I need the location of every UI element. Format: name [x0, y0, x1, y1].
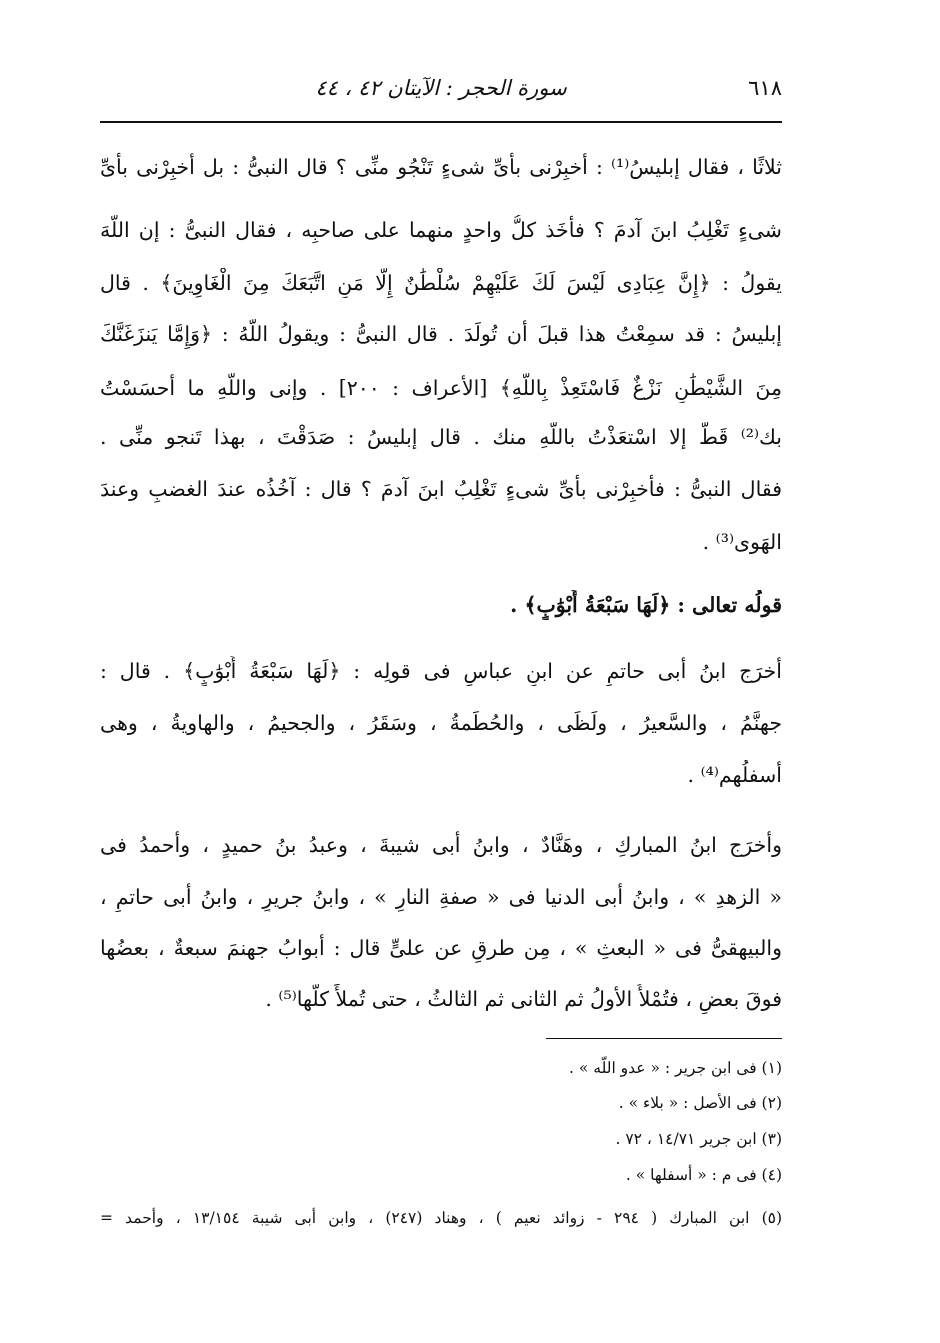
text-line: شىءٍ تَغْلِبُ ابنَ آدمَ ؟ فأخَذ كلُّ واحدٍ منهما على صاحبِه ، فقال النبىُّ : إن اللَّهَ: [100, 218, 782, 242]
footnote: (٢) فى الأصل : « بلاء » .: [618, 1094, 782, 1112]
text-line: إبليسُ : قد سمِعْتُ هذا قبلَ أن تُولَدَ . قال النبىُّ : ويقولُ اللَّهُ : ﴿وَإِمَّا يَنزَغَنَّكَ: [100, 322, 782, 346]
text-line: أخرَج ابنُ أبى حاتمٍ عن ابنِ عباسٍ فى قولِه : ﴿لَهَا سَبْعَةُ أَبْوَٰبٍ﴾ . قال :: [100, 659, 782, 683]
running-title: سورة الحجر : الآيتان ٤٢ ، ٤٤: [315, 76, 567, 100]
footnote: (٣) ابن جرير ١٤/٧١ ، ٧٢ .: [615, 1130, 782, 1148]
text-line: مِنَ الشَّيْطَٰنِ نَزْغٌ فَاسْتَعِذْ بِاللَّهِ﴾ [الأعراف : ٢٠٠] . وإنى واللَّهِ ما أحسَسْتُ: [100, 376, 782, 400]
text-line: الهَوى⁽³⁾ .: [702, 530, 782, 554]
page-number: ٦١٨: [748, 76, 782, 100]
running-header: [100, 72, 782, 112]
text-line: فوقَ بعضٍ ، فتُمْلأُ الأولُ ثم الثانى ثم الثالثُ ، حتى تُملأَ كلُّها⁽⁵⁾ .: [265, 987, 782, 1011]
header-rule: [100, 121, 782, 123]
footnote: (٤) فى م : « أسفلها » .: [625, 1166, 782, 1184]
text-line: ثلاثًا ، فقال إبليسُ⁽¹⁾ : أخبِرْنى بأىِّ شىءٍ تَنْجُو منِّى ؟ قال النبىُّ : بل أخبِرْنى بأىِّ: [100, 155, 782, 179]
footnote: (١) فى ابن جرير : « عدو اللَّه » .: [569, 1059, 782, 1077]
text-line: فقال النبىُّ : فأخبِرْنى بأىِّ شىءٍ تَغْلِبُ ابنَ آدمَ ؟ قال : آخُذُه عندَ الغضبِ وعندَ: [100, 477, 782, 501]
footnote-separator: [546, 1038, 782, 1039]
text-line: أسفلُهم⁽⁴⁾ .: [687, 763, 782, 787]
text-line: « الزهدِ » ، وابنُ أبى الدنيا فى « صفةِ النارِ » ، وابنُ جريرٍ ، وابنُ أبى حاتمٍ ،: [100, 885, 782, 909]
footnote: (٥) ابن المبارك ( ٢٩٤ - زوائد نعيم ) ، وهناد (٢٤٧) ، وابن أبى شيبة ١٣/١٥٤ ، وأحمد =: [100, 1209, 782, 1227]
text-line: والبيهقىُّ فى « البعثِ » ، مِن طرقٍ عن علىٍّ قال : أبوابُ جهنمَ سبعةٌ ، بعضُها: [100, 936, 782, 960]
text-line: جهنَّمُ ، والسَّعيرُ ، ولَظَى ، والحُطَمةُ ، وسَقَرُ ، والجحيمُ ، والهاويةُ ، وهى: [100, 711, 782, 735]
section-heading: قولُه تعالى : ﴿لَهَا سَبْعَةُ أَبْوَٰبٍ﴾ .: [510, 593, 782, 617]
text-line: وأخرَج ابنُ المباركِ ، وهَنَّادٌ ، وابنُ أبى شيبةَ ، وعبدُ بنُ حميدٍ ، وأحمدُ فى: [100, 833, 782, 857]
text-line: بك⁽²⁾ قَطُّ إلا اسْتعَذْتُ باللَّهِ منك . قال إبليسُ : صَدَقْتَ ، بهذا تَنجو منِّى .: [100, 425, 782, 449]
text-line: يقولُ : ﴿إِنَّ عِبَادِى لَيْسَ لَكَ عَلَيْهِمْ سُلْطَٰنٌ إِلَّا مَنِ اتَّبَعَكَ مِنَ الْغَاوِينَ﴾ . قال: [100, 271, 782, 295]
